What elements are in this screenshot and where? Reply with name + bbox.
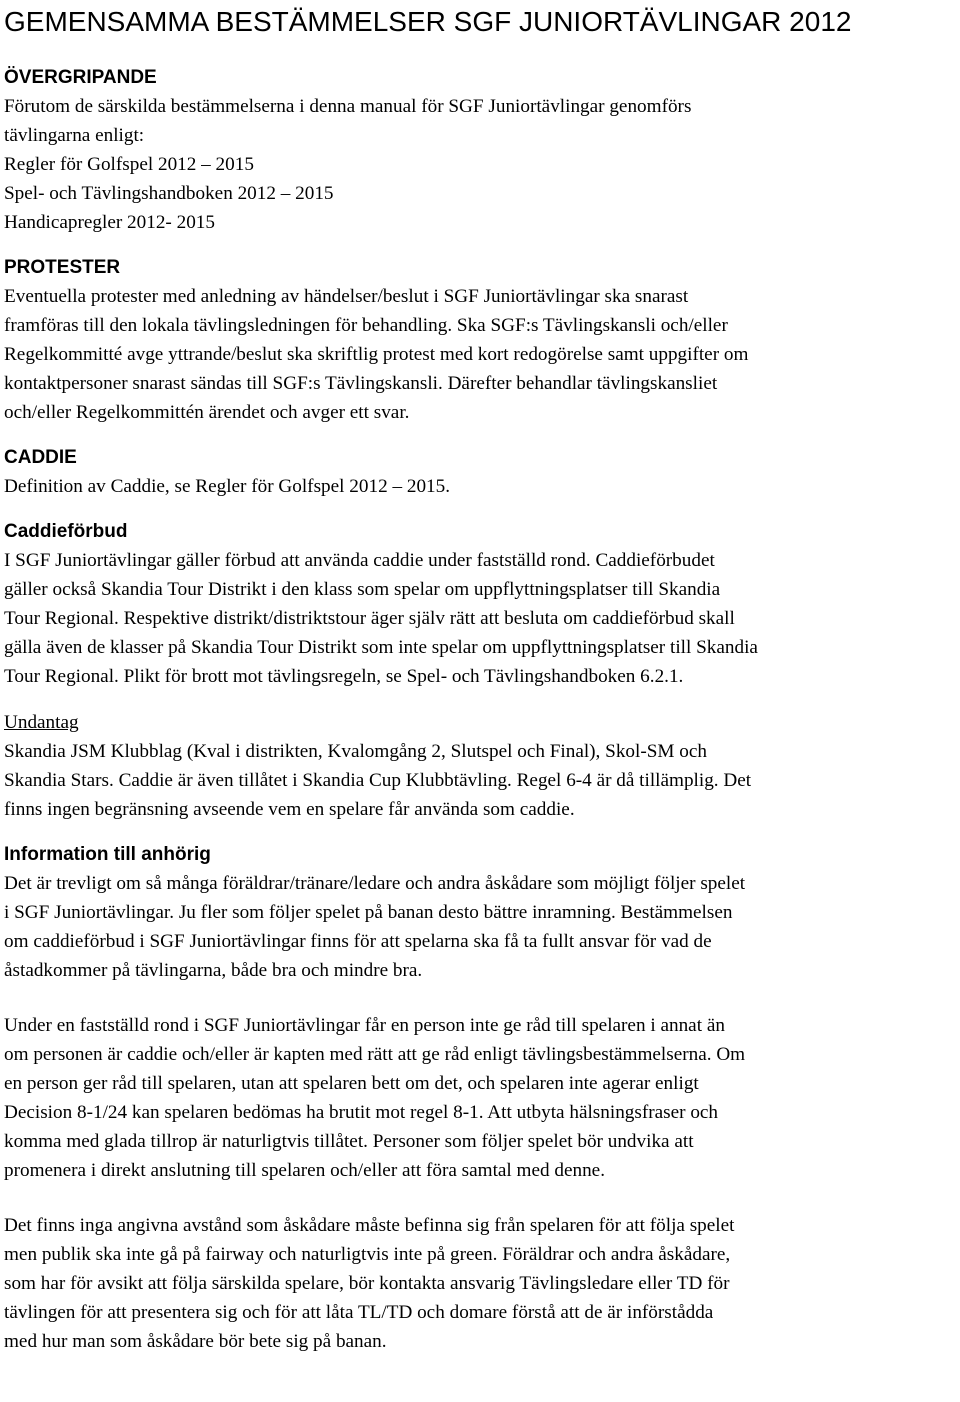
text-line: Tour Regional. Respektive distrikt/distriktstour äger själv rätt att besluta om caddieförbud skall bbox=[4, 608, 735, 629]
text-line: i SGF Juniortävlingar. Ju fler som följer spelet på banan desto bättre inramning. Bestämmelsen bbox=[4, 902, 733, 923]
section-heading-overgripande: ÖVERGRIPANDE bbox=[4, 67, 157, 88]
text-line: I SGF Juniortävlingar gäller förbud att använda caddie under fastställd rond. Caddieförbudet bbox=[4, 550, 715, 571]
text-line: tävlingen för att presentera sig och för att låta TL/TD och domare förstå att de är införstådda bbox=[4, 1302, 714, 1323]
section-body-protester bbox=[4, 282, 956, 427]
text-line: om personen är caddie och/eller är kapten med rätt att ge råd enligt tävlingsbestämmelserna. Om bbox=[4, 1044, 746, 1065]
paragraph-information-2 bbox=[4, 1011, 956, 1185]
text-line: men publik ska inte gå på fairway och naturligtvis inte på green. Föräldrar och andra åskådare, bbox=[4, 1244, 731, 1265]
section-heading-undantag-wrap bbox=[4, 708, 956, 737]
text-line: Regelkommitté avge yttrande/beslut ska skriftlig protest med kort redogörelse samt uppgifter om bbox=[4, 344, 749, 365]
text-line: som har för avsikt att följa särskilda spelare, bör kontakta ansvarig Tävlingsledare eller TD för bbox=[4, 1273, 730, 1294]
section-body-overgripande bbox=[4, 92, 956, 237]
section-heading-caddie: CADDIE bbox=[4, 447, 77, 468]
text-line: Spel- och Tävlingshandboken 2012 – 2015 bbox=[4, 183, 334, 204]
section-undantag bbox=[4, 708, 956, 824]
text-line: tävlingarna enligt: bbox=[4, 125, 145, 146]
text-line: och/eller Regelkommittén ärendet och avger ett svar. bbox=[4, 402, 410, 423]
text-line: gäller också Skandia Tour Distrikt i den klass som spelar om uppflyttningsplatser till Skandia bbox=[4, 579, 721, 600]
section-heading-caddieforbud: Caddieförbud bbox=[4, 521, 128, 542]
text-line: komma med glada tillrop är naturligtvis tillåtet. Personer som följer spelet bör undvika att bbox=[4, 1131, 694, 1152]
text-line: åstadkommer på tävlingarna, både bra och mindre bra. bbox=[4, 960, 423, 981]
text-line: Handicapregler 2012- 2015 bbox=[4, 212, 215, 233]
text-line: Skandia Stars. Caddie är även tillåtet i Skandia Cup Klubbtävling. Regel 6-4 är då tillämplig. Det bbox=[4, 770, 752, 791]
text-line: Under en fastställd rond i SGF Juniortävlingar får en person inte ge råd till spelaren i annat än bbox=[4, 1015, 725, 1036]
section-heading-information: Information till anhörig bbox=[4, 844, 211, 865]
section-body-caddieforbud bbox=[4, 546, 956, 691]
section-caddieforbud bbox=[4, 518, 956, 691]
text-line: om caddieförbud i SGF Juniortävlingar finns för att spelarna ska få ta fullt ansvar för vad de bbox=[4, 931, 712, 952]
section-protester bbox=[4, 254, 956, 427]
text-line: Det finns inga angivna avstånd som åskådare måste befinna sig från spelaren för att följa spelet bbox=[4, 1215, 735, 1236]
document-title: GEMENSAMMA BESTÄMMELSER SGF JUNIORTÄVLINGAR 2012 bbox=[4, 6, 852, 37]
text-line: promenera i direkt anslutning till spelaren och/eller att föra samtal med denne. bbox=[4, 1160, 605, 1181]
section-caddie bbox=[4, 444, 956, 501]
text-line: kontaktpersoner snarast sändas till SGF:s Tävlingskansli. Därefter behandlar tävlingskansliet bbox=[4, 373, 718, 394]
text-line: Regler för Golfspel 2012 – 2015 bbox=[4, 154, 254, 175]
paragraph-information-3 bbox=[4, 1211, 956, 1356]
section-overgripande bbox=[4, 64, 956, 237]
text-line: Tour Regional. Plikt för brott mot tävlingsregeln, se Spel- och Tävlingshandboken 6.2.1. bbox=[4, 666, 684, 687]
text-line: en person ger råd till spelaren, utan att spelaren bett om det, och spelaren inte agerar enligt bbox=[4, 1073, 699, 1094]
text-line: Det är trevligt om så många föräldrar/tränare/ledare och andra åskådare som möjligt följer spelet bbox=[4, 873, 746, 894]
section-heading-protester: PROTESTER bbox=[4, 257, 121, 278]
section-body-undantag bbox=[4, 737, 956, 824]
section-heading-undantag: Undantag bbox=[4, 712, 79, 733]
section-body-caddie bbox=[4, 472, 956, 501]
text-line: Förutom de särskilda bestämmelserna i denna manual för SGF Juniortävlingar genomförs bbox=[4, 96, 692, 117]
text-line: gälla även de klasser på Skandia Tour Distrikt som inte spelar om uppflyttningsplatser till Skandia bbox=[4, 637, 758, 658]
text-line: med hur man som åskådare bör bete sig på banan. bbox=[4, 1331, 387, 1352]
paragraph-information-1 bbox=[4, 869, 956, 985]
text-line: finns ingen begränsning avseende vem en spelare får använda som caddie. bbox=[4, 799, 575, 820]
document-page bbox=[4, 0, 956, 1356]
text-line: Skandia JSM Klubblag (Kval i distrikten, Kvalomgång 2, Slutspel och Final), Skol-SM och bbox=[4, 741, 707, 762]
text-line: Decision 8-1/24 kan spelaren bedömas ha brutit mot regel 8-1. Att utbyta hälsningsfraser och bbox=[4, 1102, 719, 1123]
section-information bbox=[4, 841, 956, 1356]
text-line: framföras till den lokala tävlingsledningen för behandling. Ska SGF:s Tävlingskansli och/eller bbox=[4, 315, 728, 336]
text-line: Definition av Caddie, se Regler för Golfspel 2012 – 2015. bbox=[4, 476, 451, 497]
text-line: Eventuella protester med anledning av händelser/beslut i SGF Juniortävlingar ska snarast bbox=[4, 286, 689, 307]
